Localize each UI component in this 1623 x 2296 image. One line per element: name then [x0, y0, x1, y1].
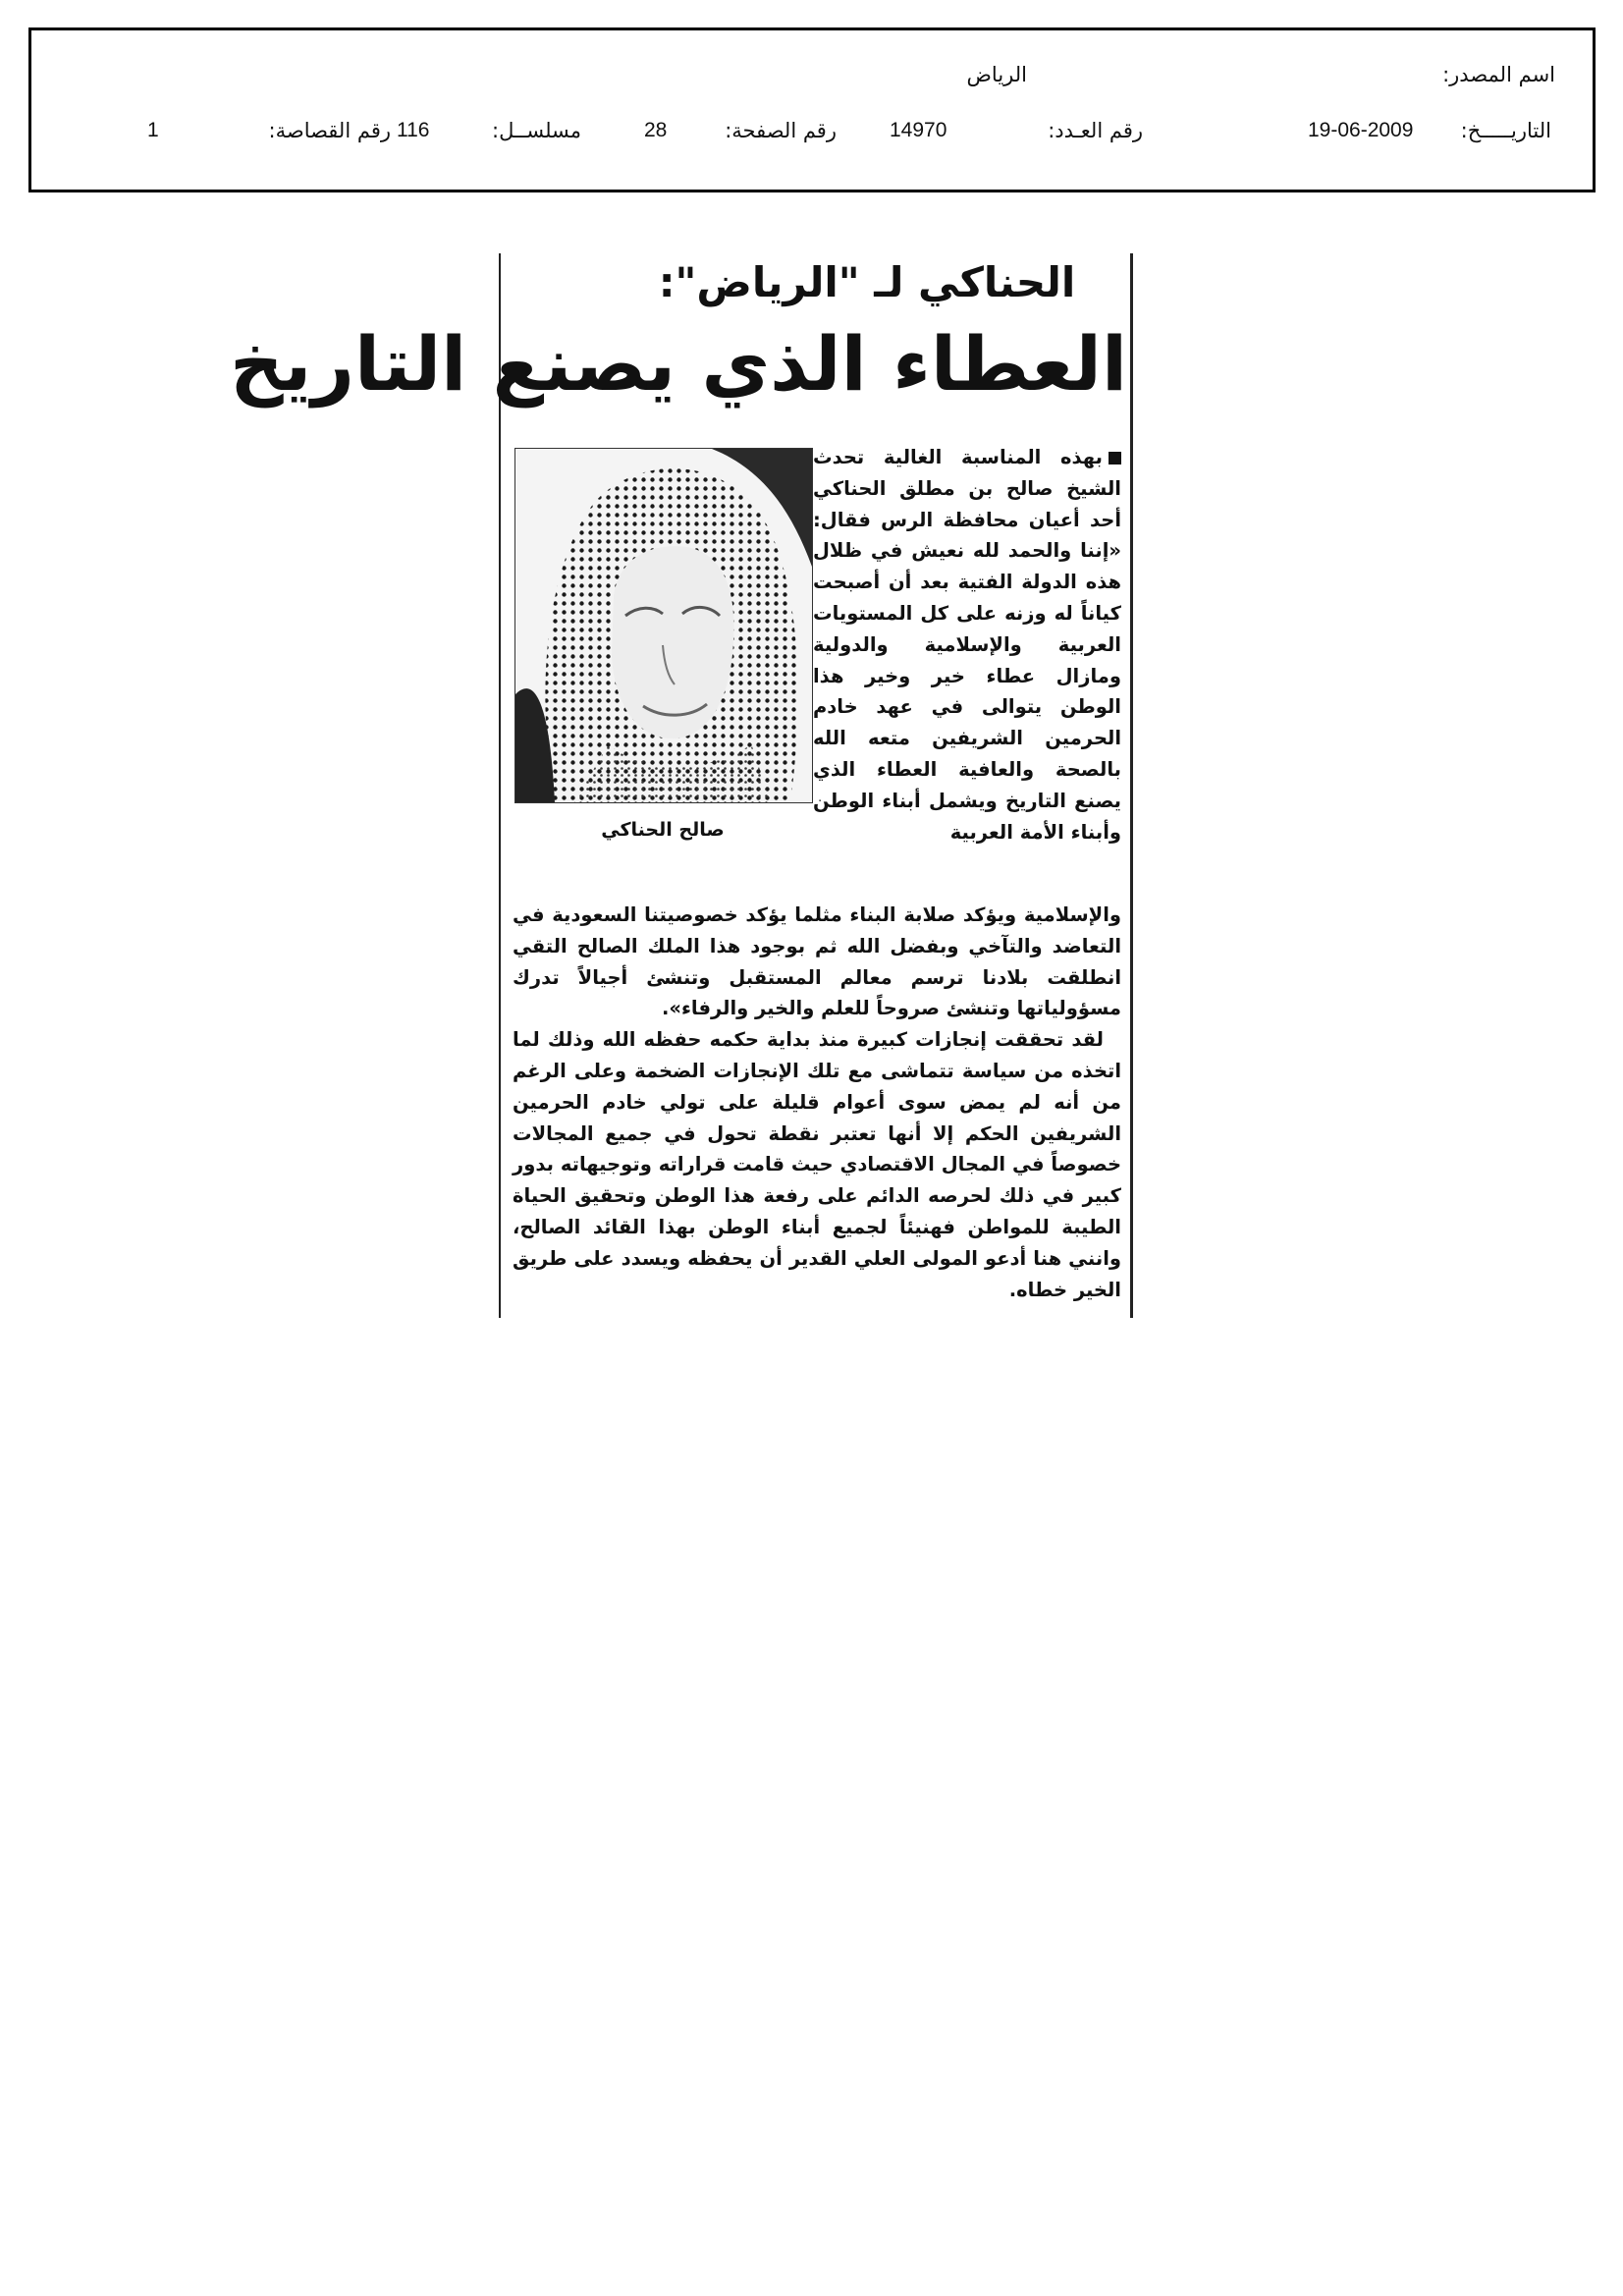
intro-column — [813, 442, 1121, 847]
clipping-header-box — [28, 27, 1596, 192]
paragraph-1-continued: والإسلامية ويؤكد صلابة البناء مثلما يؤكد خصوصيتنا السعودية في التعاضد والتآخي وبفضل الله ثم بوجود هذا الملك الصالح التقي انطلقت بلادنا ترسم معالم المستقبل وتنشئ أجيالاً تدرك مسؤولياتها وتنشئ صروحاً للعلم والخير والرفاء». — [513, 903, 1121, 1020]
body-column — [513, 900, 1121, 1305]
clip-left-rule — [499, 253, 501, 1318]
newspaper-clipping — [229, 253, 1133, 1318]
serial-label: مسلســل: — [492, 119, 581, 142]
issue-label: رقم العـدد: — [1048, 119, 1143, 142]
issue-value: 14970 — [890, 119, 947, 141]
source-value: الرياض — [966, 63, 1027, 86]
article-kicker: الحناكي لـ "الرياض": — [658, 258, 1076, 306]
clip-number-value: 1 — [147, 119, 159, 141]
clip-right-rule — [1130, 253, 1133, 1318]
article-headline: العطاء الذي يصنع التاريخ — [229, 320, 1127, 408]
intro-text: بهذه المناسبة الغالية تحدث الشيخ صالح بن مطلق الحناكي أحد أعيان محافظة الرس فقال: «إننا والحمد لله نعيش في ظلال هذه الدولة الفتية بعد أن أصبحت كياناً له وزنه على كل المستويات العربية والإسلامية والدولية ومازال عطاء خير وخير هذا الوطن يتوالى في عهد خادم الحرمين الشريفين متعه الله بالصحة والعافية العطاء الذي يصنع التاريخ ويشمل أبناء الوطن وأبناء الأمة العربية — [813, 446, 1121, 844]
paragraph-2: لقد تحققت إنجازات كبيرة منذ بداية حكمه حفظه الله وذلك لما اتخذه من سياسة تتماشى مع تلك الإنجازات الضخمة وعلى الرغم من أنه لم يمض سوى أعوام قليلة على تولي خادم الحرمين الشريفين الحكم إلا أنها تعتبر نقطة تحول في جميع المجالات خصوصاً في المجال الاقتصادي حيث قامت قراراته وتوجيهاته بدور كبير في ذلك لحرصه الدائم على رفعة هذا الوطن وتحقيق الحياة الطيبة للمواطن فهنيئاً لجميع أبناء الوطن بهذا القائد الصالح، وانني هنا أدعو المولى العلي القدير أن يحفظه ويسدد على طريق الخير خطاه. — [513, 1028, 1121, 1301]
page-label: رقم الصفحة: — [725, 119, 837, 142]
page-value: 28 — [644, 119, 668, 141]
square-bullet-icon — [1109, 452, 1121, 465]
portrait-photo — [514, 448, 813, 803]
date-label: التاريـــــخ: — [1460, 119, 1551, 142]
source-label: اسم المصدر: — [1442, 63, 1555, 86]
date-value: 19-06-2009 — [1308, 119, 1414, 141]
serial-value: 116 — [397, 119, 430, 141]
photo-caption: صالح الحناكي — [601, 819, 725, 841]
clip-number-label: رقم القصاصة: — [268, 119, 391, 142]
